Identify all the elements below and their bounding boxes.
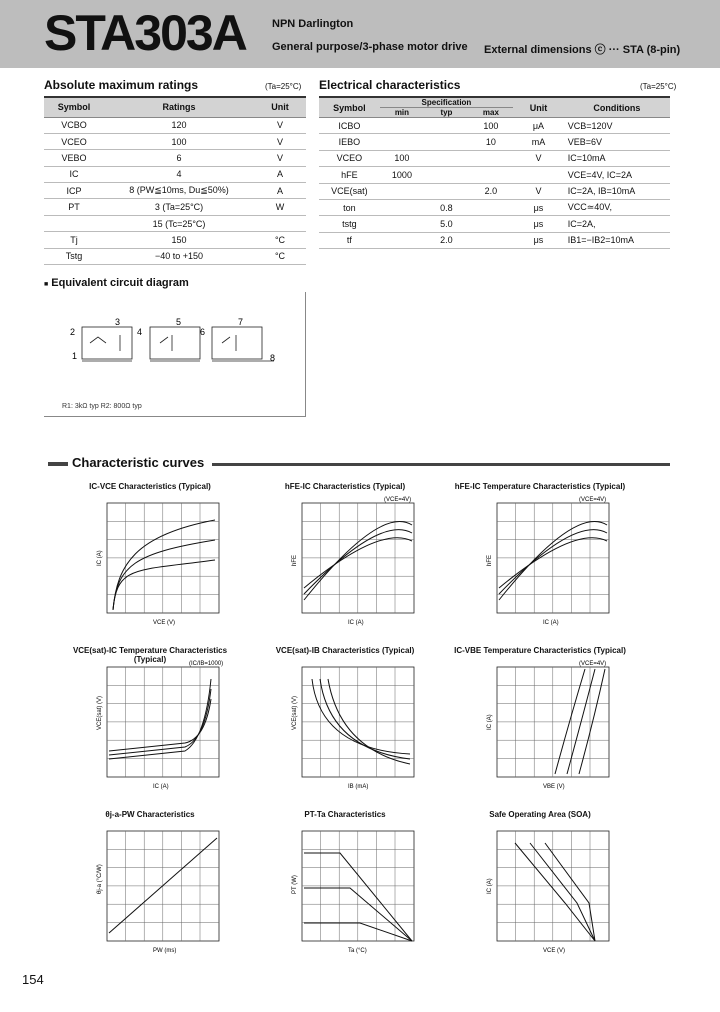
chart-curve bbox=[530, 843, 595, 941]
abs-unit: °C bbox=[254, 232, 306, 248]
elec-symbol: ICBO bbox=[319, 118, 380, 134]
elec-unit: mA bbox=[513, 134, 564, 150]
abs-unit: °C bbox=[254, 248, 306, 264]
elec-max bbox=[469, 150, 514, 166]
chart-ylabel: VCE(sat) (V) bbox=[292, 695, 298, 730]
pin-label-4: 4 bbox=[137, 327, 143, 337]
abs-rating: 15 (Tc=25°C) bbox=[104, 215, 254, 231]
abs-row bbox=[44, 232, 306, 248]
chart-note: (VCE=4V) bbox=[384, 497, 412, 503]
abs-symbol: PT bbox=[44, 199, 104, 215]
chart-title-7: PT-Ta Characteristics bbox=[304, 810, 386, 819]
elec-condition: (Ta=25°C) bbox=[640, 82, 677, 91]
abs-unit: V bbox=[254, 133, 306, 149]
pin-label-7: 7 bbox=[238, 317, 244, 327]
transistor-symbols bbox=[90, 335, 236, 351]
chart-xlabel: IC (A) bbox=[543, 620, 559, 626]
chart-4 bbox=[290, 659, 430, 794]
elec-typ: 5.0 bbox=[424, 216, 469, 232]
chart-curve bbox=[312, 679, 410, 754]
elec-min bbox=[380, 216, 425, 232]
elec-max bbox=[469, 199, 514, 215]
abs-unit: V bbox=[254, 117, 306, 133]
circuit-note: R1: 3kΩ typ R2: 800Ω typ bbox=[62, 403, 142, 410]
abs-max-table bbox=[44, 96, 306, 265]
chart-title-4: VCE(sat)-IB Characteristics (Typical) bbox=[275, 646, 415, 655]
pin-label-5: 5 bbox=[176, 317, 182, 327]
elec-unit: V bbox=[513, 150, 564, 166]
chart-curve bbox=[109, 699, 211, 751]
chart-ylabel: IC (A) bbox=[97, 550, 103, 566]
elec-max: 100 bbox=[469, 118, 514, 134]
elec-symbol: VCEO bbox=[319, 150, 380, 166]
chart-title-2: hFE-IC Temperature Characteristics (Typical) bbox=[454, 482, 626, 491]
abs-row bbox=[44, 133, 306, 149]
elec-unit bbox=[513, 167, 564, 183]
elec-symbol: hFE bbox=[319, 167, 380, 183]
circuit-block-1 bbox=[82, 327, 132, 359]
elec-unit: μs bbox=[513, 232, 564, 248]
elec-max bbox=[469, 216, 514, 232]
chart-6 bbox=[95, 823, 235, 958]
elec-unit: μs bbox=[513, 199, 564, 215]
abs-rating: 8 (PW≦10ms, Du≦50%) bbox=[104, 183, 254, 199]
elec-unit: μA bbox=[513, 118, 564, 134]
elec-unit: μs bbox=[513, 216, 564, 232]
chart-title-8: Safe Operating Area (SOA) bbox=[489, 810, 591, 819]
elec-col-typ: typ bbox=[424, 108, 469, 118]
part-number: STA303A bbox=[44, 5, 246, 61]
abs-symbol: VEBO bbox=[44, 150, 104, 166]
chart-xlabel: VBE (V) bbox=[543, 784, 565, 790]
chart-xlabel: IB (mA) bbox=[348, 784, 369, 790]
abs-symbol: Tstg bbox=[44, 248, 104, 264]
abs-col-symbol: Symbol bbox=[44, 97, 104, 117]
elec-typ: 0.8 bbox=[424, 199, 469, 215]
device-application: General purpose/3-phase motor drive bbox=[272, 41, 468, 53]
pin-label-1: 1 bbox=[72, 351, 78, 361]
chart-xlabel: PW (ms) bbox=[153, 948, 177, 954]
elec-row bbox=[319, 118, 670, 134]
chart-curve bbox=[328, 679, 410, 764]
circuit-title: Equivalent circuit diagram bbox=[51, 277, 189, 289]
elec-symbol: VCE(sat) bbox=[319, 183, 380, 199]
elec-condition: VCC≃40V, bbox=[564, 199, 670, 215]
chart-curve bbox=[109, 679, 211, 759]
elec-min bbox=[380, 199, 425, 215]
elec-row bbox=[319, 183, 670, 199]
elec-max: 2.0 bbox=[469, 183, 514, 199]
elec-condition: IC=2A, bbox=[564, 216, 670, 232]
chart-curve bbox=[113, 540, 215, 610]
circuit-title-wrap bbox=[44, 277, 189, 289]
chart-xlabel: IC (A) bbox=[153, 784, 169, 790]
elec-col-min: min bbox=[380, 108, 425, 118]
chart-title-5: IC-VBE Temperature Characteristics (Typical) bbox=[454, 646, 626, 655]
curves-bar-left bbox=[48, 462, 68, 466]
elec-row bbox=[319, 199, 670, 215]
chart-8 bbox=[485, 823, 625, 958]
chart-7 bbox=[290, 823, 430, 958]
chart-ylabel: hFE bbox=[487, 554, 493, 566]
chart-ylabel: VCE(sat) (V) bbox=[97, 695, 103, 730]
elec-condition: VEB=6V bbox=[564, 134, 670, 150]
chart-1 bbox=[290, 495, 430, 630]
chart-title-3: VCE(sat)-IC Temperature Characteristics (Typical) bbox=[72, 646, 228, 664]
elec-condition: VCB=120V bbox=[564, 118, 670, 134]
chart-3 bbox=[95, 659, 235, 794]
abs-col-unit: Unit bbox=[254, 97, 306, 117]
chart-xlabel: Ta (°C) bbox=[348, 948, 367, 954]
elec-min bbox=[380, 232, 425, 248]
elec-min: 1000 bbox=[380, 167, 425, 183]
abs-unit: W bbox=[254, 199, 306, 215]
elec-col-max: max bbox=[469, 108, 514, 118]
abs-rating: −40 to +150 bbox=[104, 248, 254, 264]
elec-max bbox=[469, 232, 514, 248]
abs-unit: A bbox=[254, 166, 306, 182]
elec-symbol: tstg bbox=[319, 216, 380, 232]
chart-curve bbox=[515, 843, 595, 941]
pin-label-3: 3 bbox=[115, 317, 121, 327]
elec-condition: IB1=−IB2=10mA bbox=[564, 232, 670, 248]
elec-col-unit: Unit bbox=[513, 97, 564, 118]
chart-ylabel: IC (A) bbox=[487, 878, 493, 894]
elec-col-symbol: Symbol bbox=[319, 97, 380, 118]
chart-curve bbox=[320, 679, 410, 759]
chart-curve bbox=[113, 520, 215, 610]
chart-curve bbox=[113, 560, 215, 610]
abs-row bbox=[44, 199, 306, 215]
device-type: NPN Darlington bbox=[272, 18, 354, 30]
chart-ylabel: PT (W) bbox=[292, 875, 298, 894]
elec-row bbox=[319, 232, 670, 248]
page-number: 154 bbox=[22, 972, 44, 987]
abs-row bbox=[44, 117, 306, 133]
abs-row bbox=[44, 166, 306, 182]
chart-ylabel: θj-a (°C/W) bbox=[97, 864, 103, 894]
abs-symbol bbox=[44, 215, 104, 231]
elec-typ bbox=[424, 118, 469, 134]
elec-row bbox=[319, 134, 670, 150]
elec-min: 100 bbox=[380, 150, 425, 166]
circuit-diagram bbox=[60, 315, 290, 375]
abs-rating: 100 bbox=[104, 133, 254, 149]
elec-typ: 2.0 bbox=[424, 232, 469, 248]
chart-0 bbox=[95, 495, 235, 630]
chart-title-0: IC-VCE Characteristics (Typical) bbox=[89, 482, 211, 491]
abs-symbol: VCBO bbox=[44, 117, 104, 133]
chart-xlabel: VCE (V) bbox=[153, 620, 176, 626]
abs-row bbox=[44, 215, 306, 231]
chart-xlabel: IC (A) bbox=[348, 620, 364, 626]
elec-symbol: IEBO bbox=[319, 134, 380, 150]
abs-rating: 4 bbox=[104, 166, 254, 182]
elec-typ bbox=[424, 183, 469, 199]
elec-condition: IC=2A, IB=10mA bbox=[564, 183, 670, 199]
abs-symbol: ICP bbox=[44, 183, 104, 199]
abs-col-ratings: Ratings bbox=[104, 97, 254, 117]
chart-note: (IC/IB=1000) bbox=[189, 661, 224, 667]
chart-note: (VCE=4V) bbox=[579, 661, 607, 667]
elec-title: Electrical characteristics bbox=[319, 78, 461, 92]
elec-symbol: tf bbox=[319, 232, 380, 248]
abs-unit: V bbox=[254, 150, 306, 166]
elec-min bbox=[380, 134, 425, 150]
curves-bar-right bbox=[212, 463, 670, 466]
elec-min bbox=[380, 183, 425, 199]
elec-condition: IC=10mA bbox=[564, 150, 670, 166]
elec-row bbox=[319, 216, 670, 232]
abs-max-condition: (Ta=25°C) bbox=[265, 82, 302, 91]
elec-col-spec: Specification bbox=[380, 97, 514, 108]
elec-row bbox=[319, 150, 670, 166]
elec-typ bbox=[424, 150, 469, 166]
chart-ylabel: IC (A) bbox=[487, 714, 493, 730]
abs-symbol: Tj bbox=[44, 232, 104, 248]
elec-max: 10 bbox=[469, 134, 514, 150]
chart-title-6: θj-a-PW Characteristics bbox=[105, 810, 195, 819]
abs-symbol: IC bbox=[44, 166, 104, 182]
elec-col-conditions: Conditions bbox=[564, 97, 670, 118]
electrical-table bbox=[319, 96, 670, 249]
elec-symbol: ton bbox=[319, 199, 380, 215]
elec-unit: V bbox=[513, 183, 564, 199]
abs-row bbox=[44, 150, 306, 166]
pin-label-6: 6 bbox=[200, 327, 206, 337]
elec-row bbox=[319, 167, 670, 183]
chart-title-1: hFE-IC Characteristics (Typical) bbox=[284, 482, 406, 491]
abs-unit: A bbox=[254, 183, 306, 199]
elec-typ bbox=[424, 134, 469, 150]
abs-rating: 120 bbox=[104, 117, 254, 133]
abs-symbol: VCEO bbox=[44, 133, 104, 149]
chart-note: (VCE=4V) bbox=[579, 497, 607, 503]
abs-row bbox=[44, 183, 306, 199]
abs-unit bbox=[254, 215, 306, 231]
pin-label-8: 8 bbox=[270, 353, 276, 363]
abs-row bbox=[44, 248, 306, 264]
elec-max bbox=[469, 167, 514, 183]
elec-min bbox=[380, 118, 425, 134]
elec-condition: VCE=4V, IC=2A bbox=[564, 167, 670, 183]
abs-rating: 150 bbox=[104, 232, 254, 248]
elec-typ bbox=[424, 167, 469, 183]
external-dimensions: External dimensions ⓒ ··· STA (8-pin) bbox=[484, 44, 681, 56]
chart-5 bbox=[485, 659, 625, 794]
circuit-bullet: ■ bbox=[44, 281, 49, 288]
circuit-block-2 bbox=[150, 327, 200, 359]
abs-rating: 6 bbox=[104, 150, 254, 166]
chart-2 bbox=[485, 495, 625, 630]
chart-ylabel: hFE bbox=[292, 554, 298, 566]
abs-rating: 3 (Ta=25°C) bbox=[104, 199, 254, 215]
chart-xlabel: VCE (V) bbox=[543, 948, 566, 954]
abs-max-title: Absolute maximum ratings bbox=[44, 78, 199, 92]
circuit-block-3 bbox=[212, 327, 262, 359]
pin-label-2: 2 bbox=[70, 327, 76, 337]
curves-title: Characteristic curves bbox=[72, 455, 205, 470]
